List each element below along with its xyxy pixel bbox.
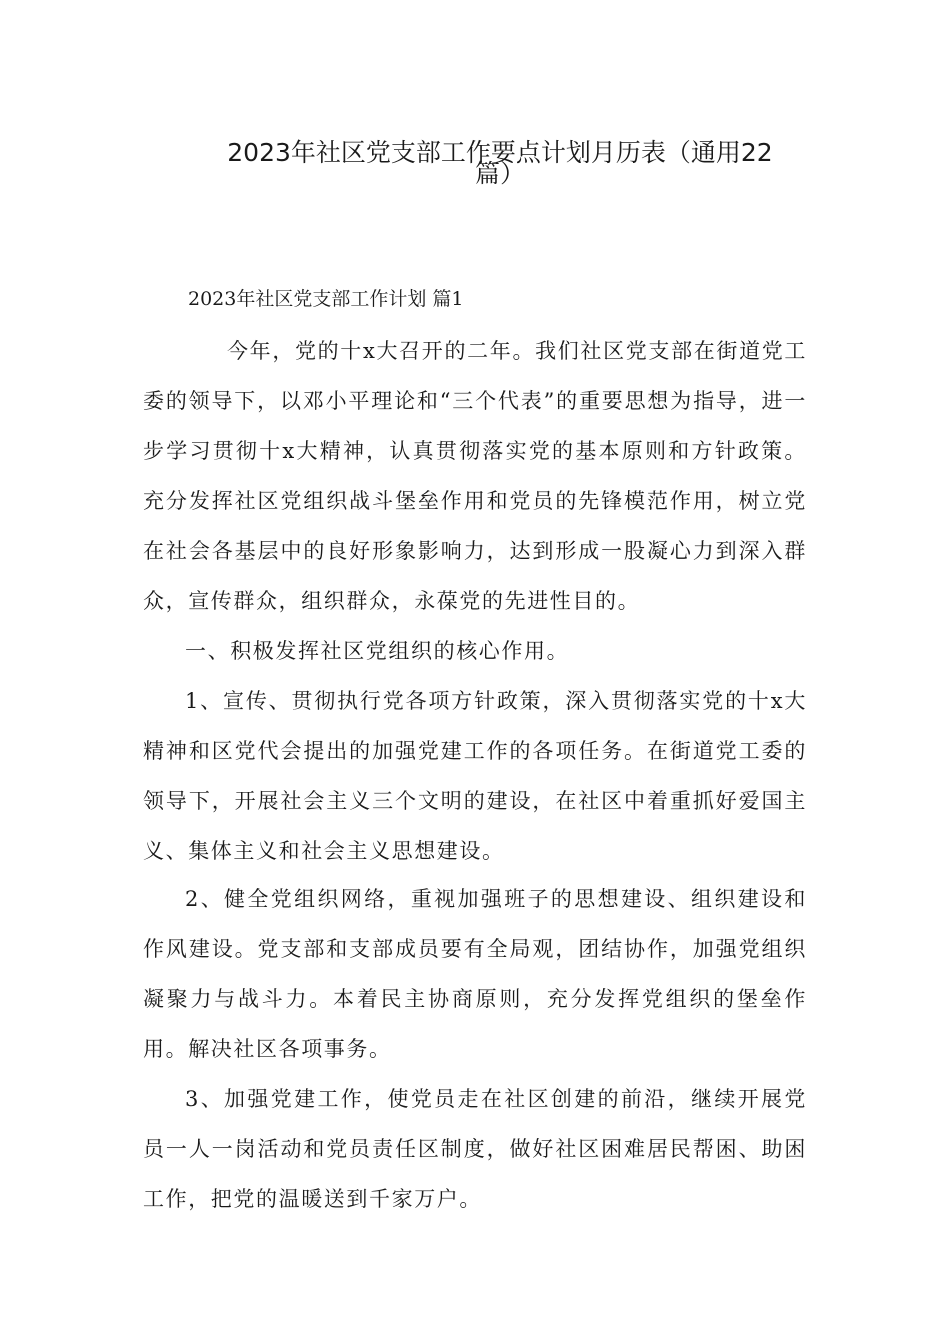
section-heading: 一、积极发挥社区党组织的核心作用。	[185, 639, 570, 663]
item-paragraph-3: 3、加强党建工作，使党员走在社区创建的前沿，继续开展党员一人一岗活动和党员责任区制度，做好社区困难居民帮困、助困工作，把党的温暖送到千家万户。	[143, 1087, 807, 1211]
intro-paragraph: 今年，党的十x大召开的二年。我们社区党支部在街道党工委的领导下，以邓小平理论和“三个代表”的重要思想为指导，进一步学习贯彻十x大精神，认真贯彻落实党的基本原则和方针政策。充分发挥社区党组织战斗堡垒作用和党员的先锋模范作用，树立党在社会各基层中的良好形象影响力，达到形成一股凝心力到深入群众，宣传群众，组织群众，永葆党的先进性目的。	[143, 339, 807, 613]
item-paragraph-2: 2、健全党组织网络，重视加强班子的思想建设、组织建设和作风建设。党支部和支部成员要有全局观，团结协作，加强党组织凝聚力与战斗力。本着民主协商原则，充分发挥党组织的堡垒作用。解决社区各项事务。	[143, 887, 807, 1061]
document-title-line-2: 篇）	[474, 159, 525, 188]
document-title-line-1: 2023年社区党支部工作要点计划月历表（通用22	[227, 138, 773, 167]
plan-subheading: 2023年社区党支部工作计划 篇1	[188, 288, 464, 310]
item-paragraph-1: 1、宣传、贯彻执行党各项方针政策，深入贯彻落实党的十x大精神和区党代会提出的加强党建工作的各项任务。在街道党工委的领导下，开展社会主义三个文明的建设，在社区中着重抓好爱国主义、集体主义和社会主义思想建设。	[143, 689, 807, 863]
